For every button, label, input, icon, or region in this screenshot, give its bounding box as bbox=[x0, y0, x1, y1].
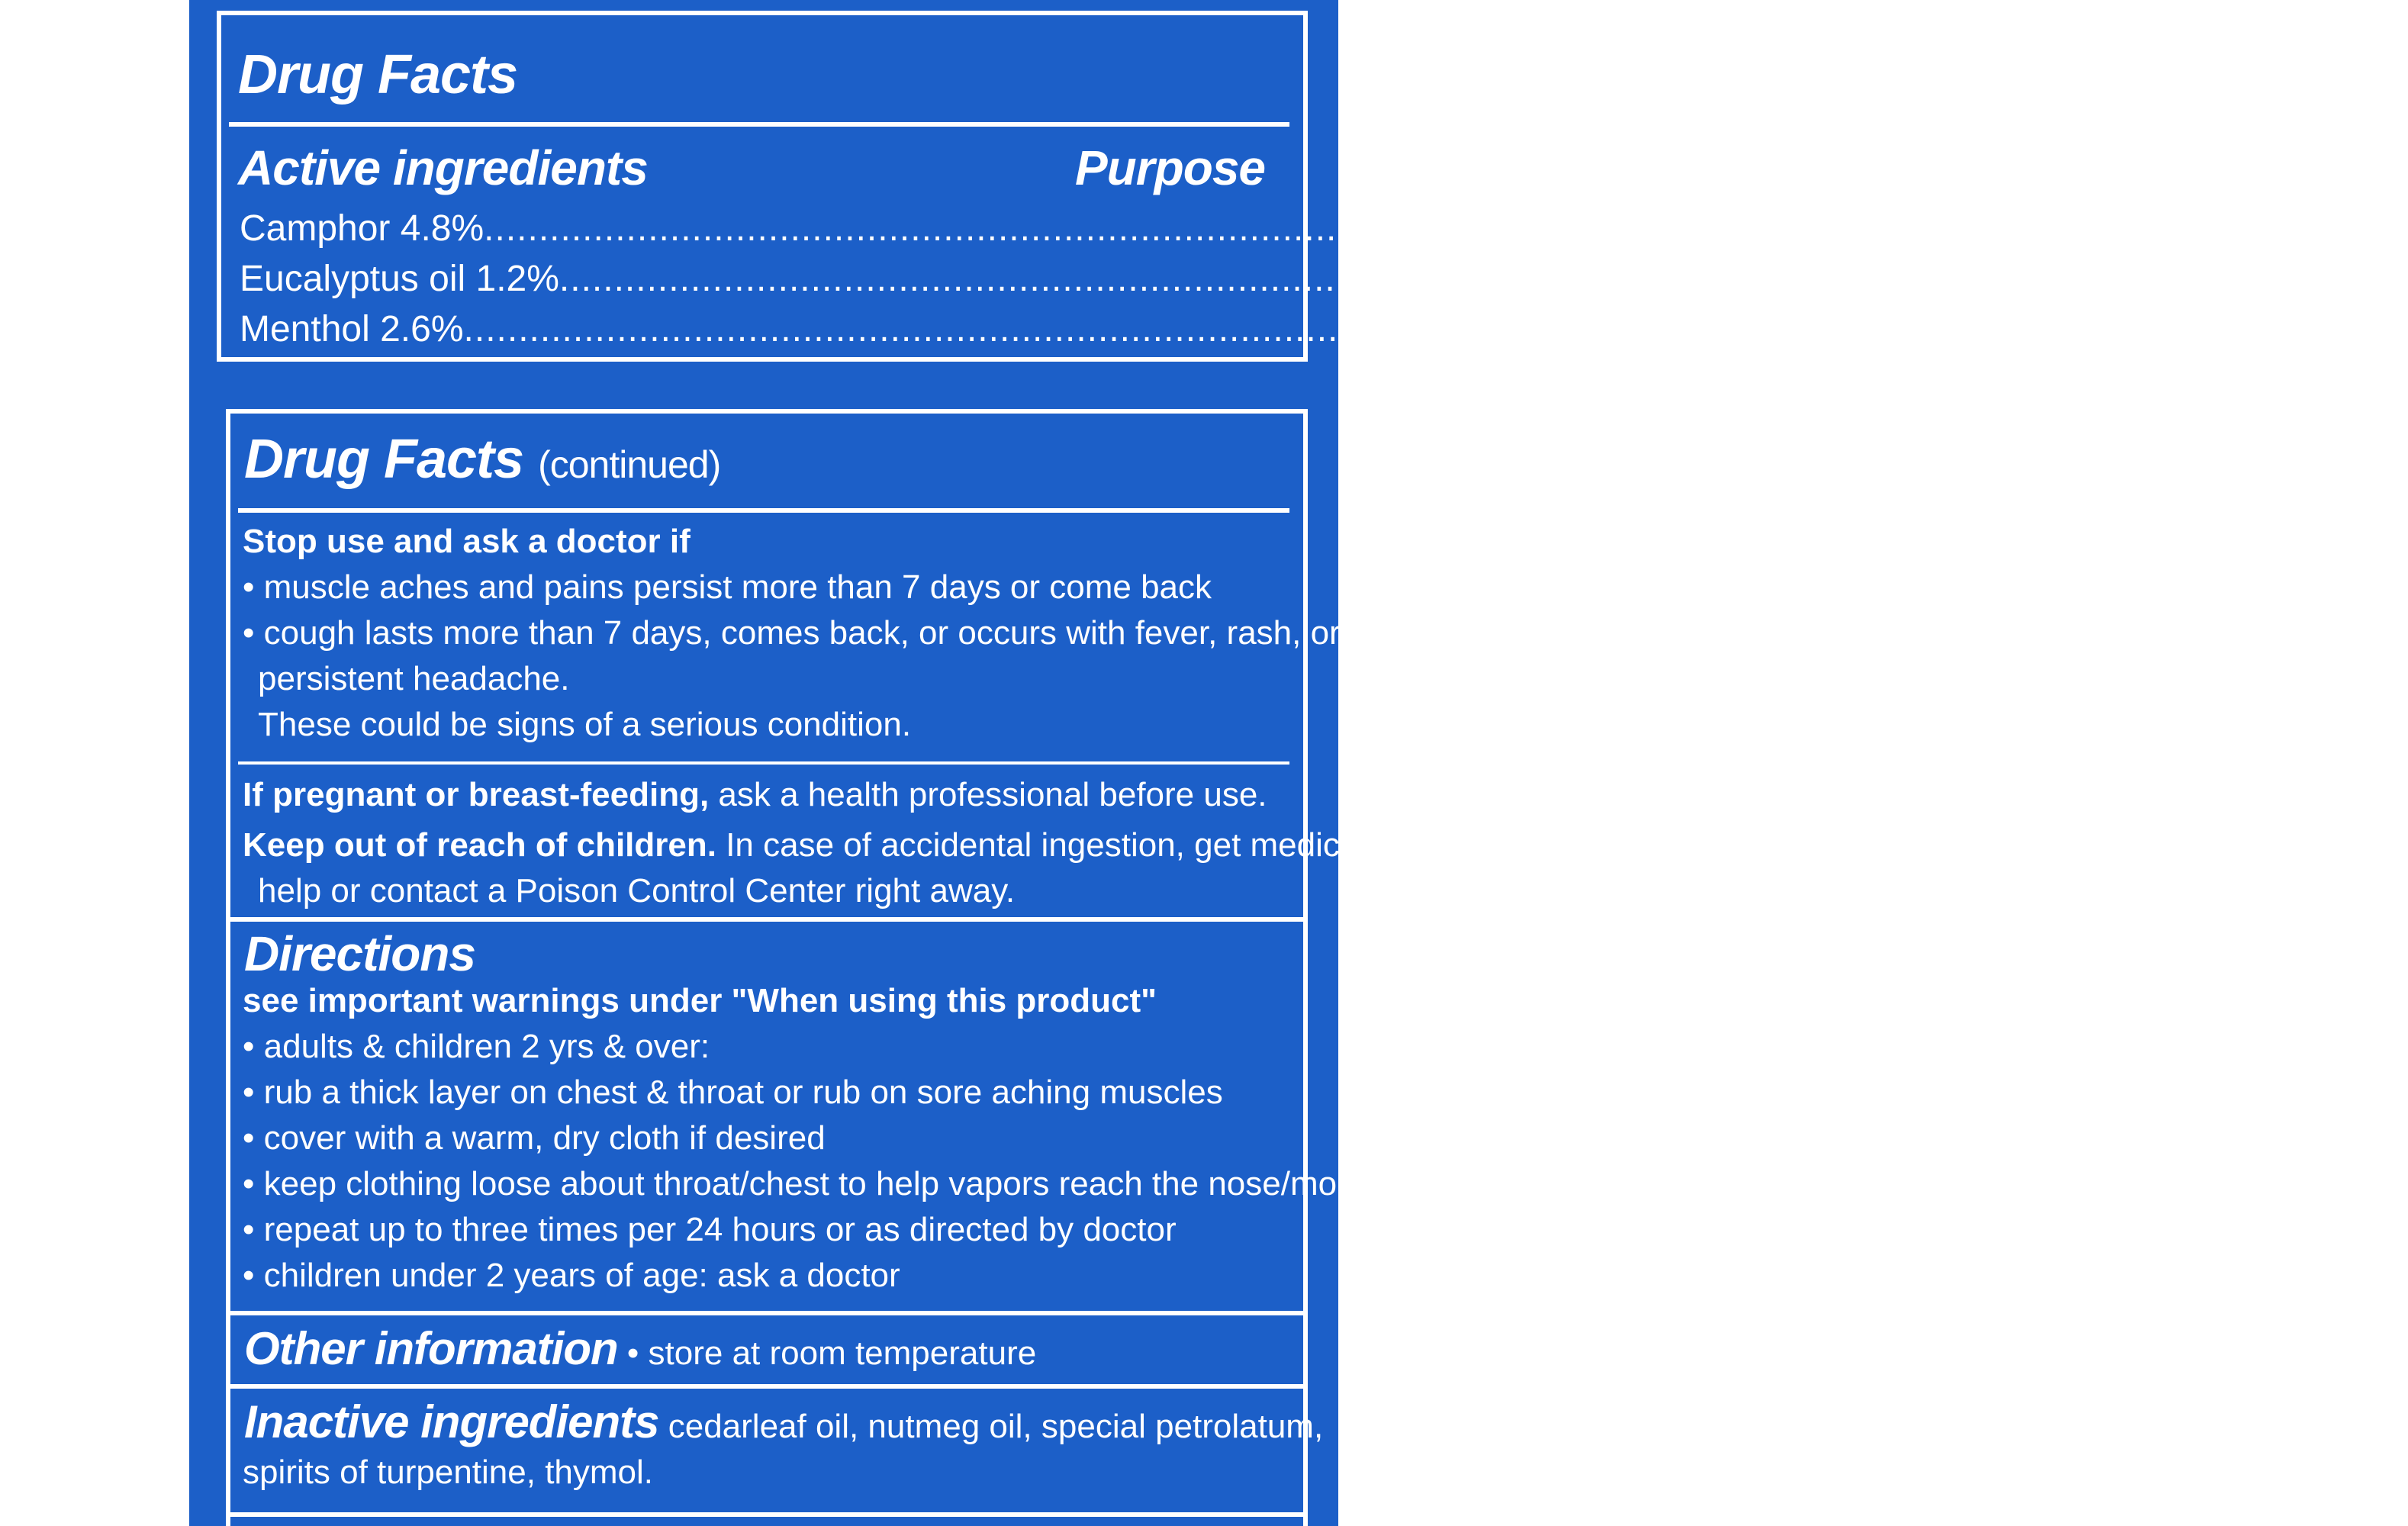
section-divider bbox=[226, 1384, 1308, 1389]
title-text: Drug Facts bbox=[244, 429, 524, 490]
leader-dots: ...................................................................................................................... bbox=[463, 309, 1755, 349]
drug-facts-panel bbox=[217, 11, 2408, 362]
ingredient-name: Camphor 4.8% bbox=[240, 208, 484, 249]
directions-item: • rub a thick layer on chest & throat or rub on sore aching muscles bbox=[243, 1074, 1223, 1111]
inactive-ingredients bbox=[244, 1395, 1323, 1454]
other-information bbox=[244, 1322, 1036, 1381]
stop-use-bullet: • cough lasts more than 7 days, comes back, or occurs with fever, rash, or bbox=[243, 614, 1341, 652]
directions-item: • repeat up to three times per 24 hours or as directed by doctor bbox=[243, 1211, 1177, 1248]
keep-out-bold: Keep out of reach of children. bbox=[243, 826, 716, 864]
leader-dots: ...................................................................................................................... bbox=[484, 208, 1775, 249]
title-divider bbox=[229, 122, 1289, 127]
ingredient-row bbox=[240, 255, 2168, 304]
directions-item: • children under 2 years of age: ask a doctor bbox=[243, 1257, 900, 1294]
other-information-heading: Other information bbox=[244, 1323, 618, 1374]
stop-use-bullet-cont: persistent headache. bbox=[258, 660, 570, 697]
directions-heading: Directions bbox=[244, 926, 475, 981]
inactive-ingredients-cont: spirits of turpentine, thymol. bbox=[243, 1454, 654, 1491]
section-divider bbox=[238, 761, 1289, 765]
pregnant-text: ask a health professional before use. bbox=[709, 776, 1267, 813]
ingredient-name: Menthol 2.6% bbox=[240, 309, 464, 349]
inactive-ingredients-text: cedarleaf oil, nutmeg oil, special petrolatum, bbox=[658, 1408, 1324, 1445]
leader-dots: ...................................................................................................................... bbox=[559, 259, 1850, 299]
pregnant-bold: If pregnant or breast-feeding, bbox=[243, 776, 710, 813]
other-information-text: • store at room temperature bbox=[617, 1334, 1037, 1372]
ingredient-row bbox=[240, 204, 2408, 253]
drug-facts-continued-panel bbox=[226, 409, 1384, 1526]
ingredient-purpose: Cough suppressant & topical analgesic bbox=[1774, 208, 2408, 249]
bottom-border bbox=[226, 1512, 1308, 1517]
active-ingredients-heading: Active ingredients bbox=[238, 140, 648, 195]
ingredient-name: Eucalyptus oil 1.2% bbox=[240, 259, 559, 299]
stop-use-bullet: • muscle aches and pains persist more than 7 days or come back bbox=[243, 568, 1212, 606]
section-divider bbox=[226, 1311, 1308, 1315]
directions-item: • cover with a warm, dry cloth if desired bbox=[243, 1119, 826, 1157]
directions-item: • adults & children 2 yrs & over: bbox=[243, 1028, 710, 1065]
ingredient-row bbox=[240, 305, 2388, 354]
directions-warning: see important warnings under "When using this product" bbox=[243, 982, 1157, 1019]
title-divider bbox=[238, 508, 1289, 513]
section-divider bbox=[226, 917, 1308, 922]
keep-out-text-cont: help or contact a Poison Control Center right away. bbox=[258, 872, 1016, 909]
pregnant-warning bbox=[243, 772, 1267, 818]
directions-item: • keep clothing loose about throat/chest to help vapors reach the nose/mouth bbox=[243, 1165, 1384, 1202]
drug-facts-continued-title bbox=[244, 429, 720, 495]
drug-facts-title: Drug Facts bbox=[238, 44, 518, 105]
keep-out-text: In case of accidental ingestion, get medical bbox=[716, 826, 1367, 864]
ingredient-purpose: Cough suppressant & topical analgesic bbox=[1754, 309, 2388, 349]
ingredient-purpose: Cough suppressant bbox=[1849, 259, 2168, 299]
inactive-ingredients-heading: Inactive ingredients bbox=[244, 1396, 659, 1447]
purpose-heading: Purpose bbox=[1074, 140, 1265, 195]
stop-use-heading: Stop use and ask a doctor if bbox=[243, 523, 691, 560]
serious-condition-note: These could be signs of a serious condition. bbox=[258, 706, 912, 743]
keep-out-warning bbox=[243, 823, 1366, 868]
drug-facts-label bbox=[189, 0, 2408, 1526]
title-continued: (continued) bbox=[538, 443, 721, 486]
